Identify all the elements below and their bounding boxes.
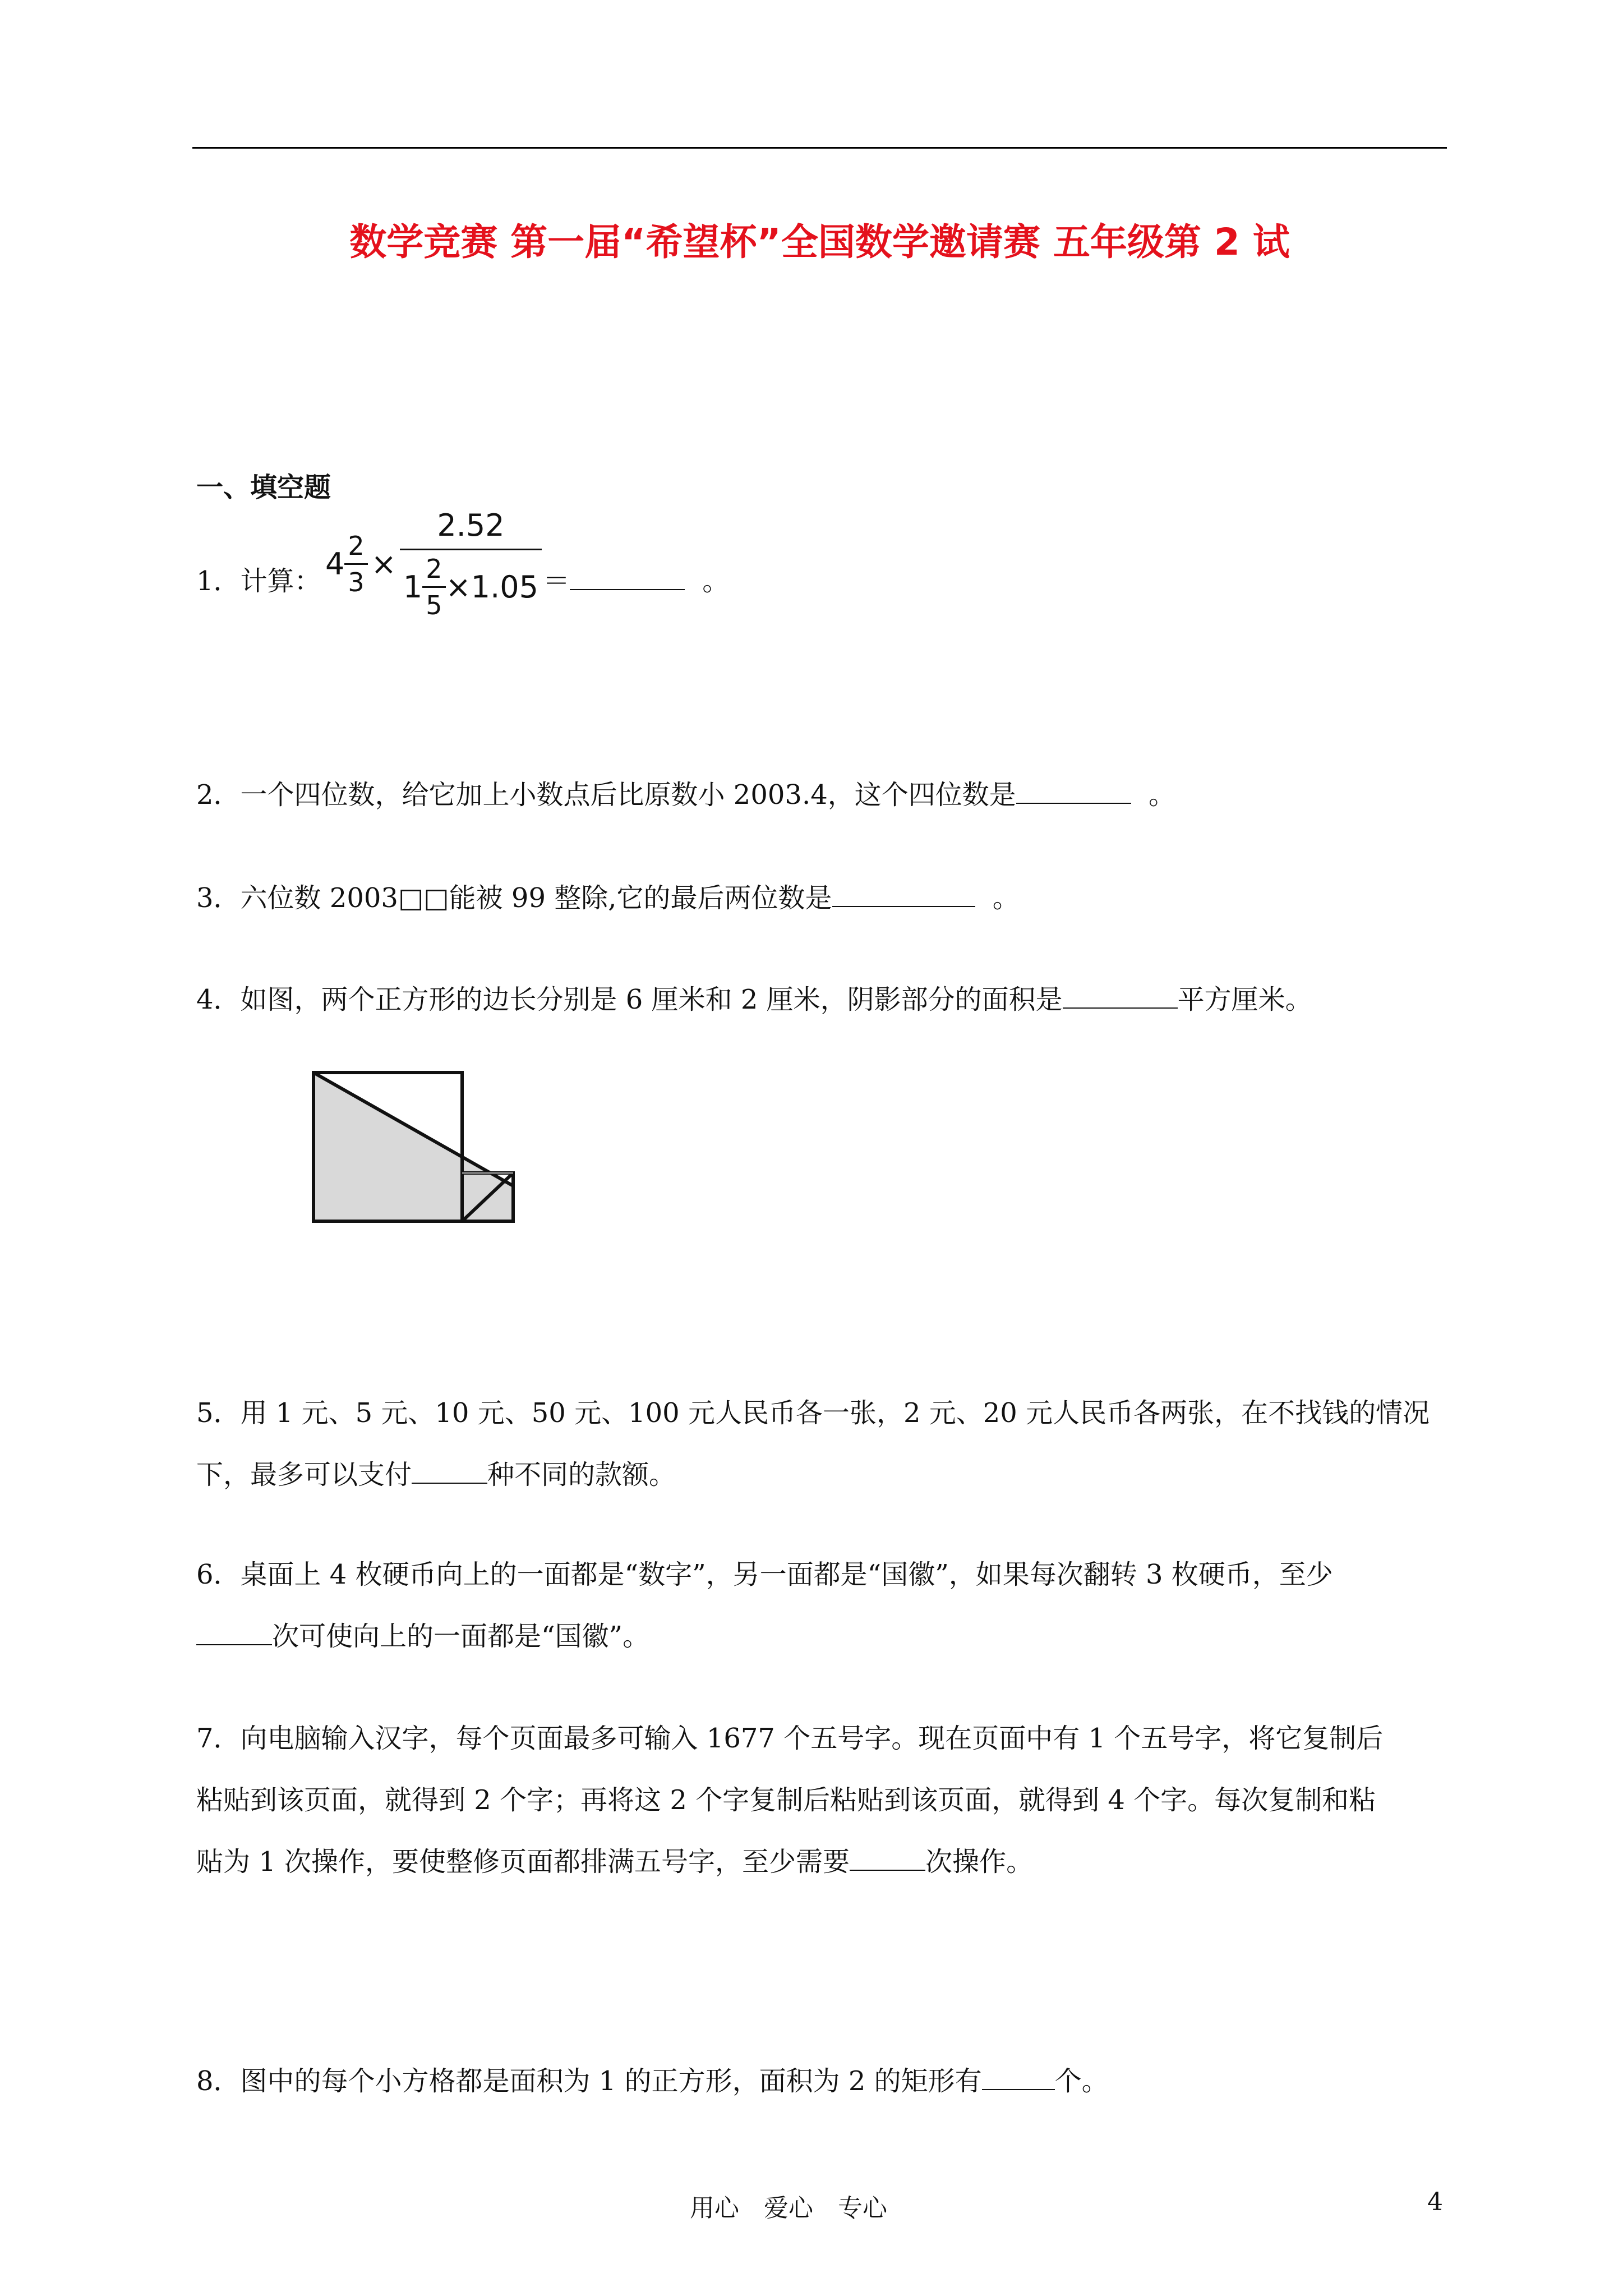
fraction-numerator: 2 <box>348 531 365 561</box>
shaded-triangle <box>313 1073 513 1221</box>
denominator-multiplier: ×1.05 <box>445 569 539 605</box>
question-1 <box>196 565 321 597</box>
equals-sign: ＝ <box>543 565 570 597</box>
question-3 <box>196 882 1020 914</box>
question-7 <box>196 1725 1383 1752</box>
answer-blank[interactable] <box>570 588 685 590</box>
answer-blank[interactable] <box>196 1644 272 1645</box>
question-3-text: 3．六位数 2003□□能被 99 整除,它的最后两位数是 <box>196 882 832 914</box>
period: 。 <box>992 882 1020 914</box>
question-5-line-1: 5．用 1 元、5 元、10 元、50 元、100 元人民币各一张，2 元、20 元人民币各两张，在不找钱的情况 <box>196 1397 1430 1429</box>
mixed-number-whole: 4 <box>325 546 345 582</box>
main-fraction <box>400 508 542 620</box>
question-7-text: 贴为 1 次操作，要使整修页面都排满五号字，至少需要 <box>196 1846 850 1878</box>
fraction-denominator: 5 <box>422 586 445 620</box>
denominator-fraction <box>422 554 445 620</box>
question-7-text-end: 次操作。 <box>925 1846 1034 1878</box>
times-sign: × <box>371 546 396 582</box>
answer-blank[interactable] <box>1016 802 1131 804</box>
main-fraction-numerator: 2.52 <box>437 508 505 543</box>
period: 。 <box>702 565 730 597</box>
question-5-text-end: 种不同的款额。 <box>487 1459 676 1490</box>
fraction-numerator: 2 <box>426 554 442 584</box>
mixed-number-fraction <box>344 531 367 597</box>
question-8 <box>196 2065 1109 2097</box>
question-5-text: 下，最多可以支付 <box>196 1459 412 1490</box>
denominator-whole: 1 <box>403 569 423 605</box>
fraction-denominator: 3 <box>344 563 367 597</box>
period: 。 <box>1149 779 1176 811</box>
question-7-line-1: 7．向电脑输入汉字，每个页面最多可输入 1677 个五号字。现在页面中有 1 个五号字，将它复制后 <box>196 1723 1384 1754</box>
question-6-text-end: 次可使向上的一面都是“国徽”。 <box>272 1621 650 1652</box>
question-6-line-1: 6．桌面上 4 枚硬币向上的一面都是“数字”，另一面都是“国徽”，如果每次翻转 3 枚硬币，至少 <box>196 1559 1333 1590</box>
question-5-line-2 <box>196 1461 676 1488</box>
footer-center: 用心 爱心 专心 <box>690 2194 887 2223</box>
question-6 <box>196 1561 1333 1588</box>
question-4 <box>196 986 1312 1013</box>
section-heading: 一、填空题 <box>196 472 331 503</box>
answer-blank[interactable] <box>982 2088 1055 2090</box>
header-rule <box>192 147 1447 149</box>
question-1-prefix: 1．计算： <box>196 565 321 597</box>
question-5 <box>196 1397 1430 1429</box>
question-7-line-2 <box>196 1784 1376 1816</box>
two-squares-figure <box>306 1063 524 1231</box>
question-8-text-end: 个。 <box>1054 2065 1109 2097</box>
question-6-line-2 <box>196 1623 649 1650</box>
question-7-text: 粘贴到该页面，就得到 2 个字；再将这 2 个字复制后粘贴到该页面，就得到 4 个字。每次复制和粘 <box>196 1784 1376 1816</box>
answer-blank[interactable] <box>850 1869 925 1871</box>
answer-blank[interactable] <box>832 905 975 907</box>
question-7-line-3 <box>196 1846 1034 1878</box>
answer-blank[interactable] <box>412 1482 487 1484</box>
page-title: 数学竞赛 第一届“希望杯”全国数学邀请赛 五年级第 2 试 <box>349 220 1290 264</box>
question-4-unit: 平方厘米。 <box>1177 984 1312 1015</box>
page-number: 4 <box>1427 2188 1443 2216</box>
question-1-expression <box>325 508 542 620</box>
answer-blank[interactable] <box>1063 1007 1178 1009</box>
question-2-text: 2．一个四位数，给它加上小数点后比原数小 2003.4，这个四位数是 <box>196 779 1016 811</box>
question-1-answer <box>543 565 730 597</box>
question-2 <box>196 779 1176 811</box>
question-4-text: 4．如图，两个正方形的边长分别是 6 厘米和 2 厘米，阴影部分的面积是 <box>196 984 1063 1015</box>
main-fraction-denominator <box>400 549 542 620</box>
question-8-text: 8．图中的每个小方格都是面积为 1 的正方形，面积为 2 的矩形有 <box>196 2065 982 2097</box>
